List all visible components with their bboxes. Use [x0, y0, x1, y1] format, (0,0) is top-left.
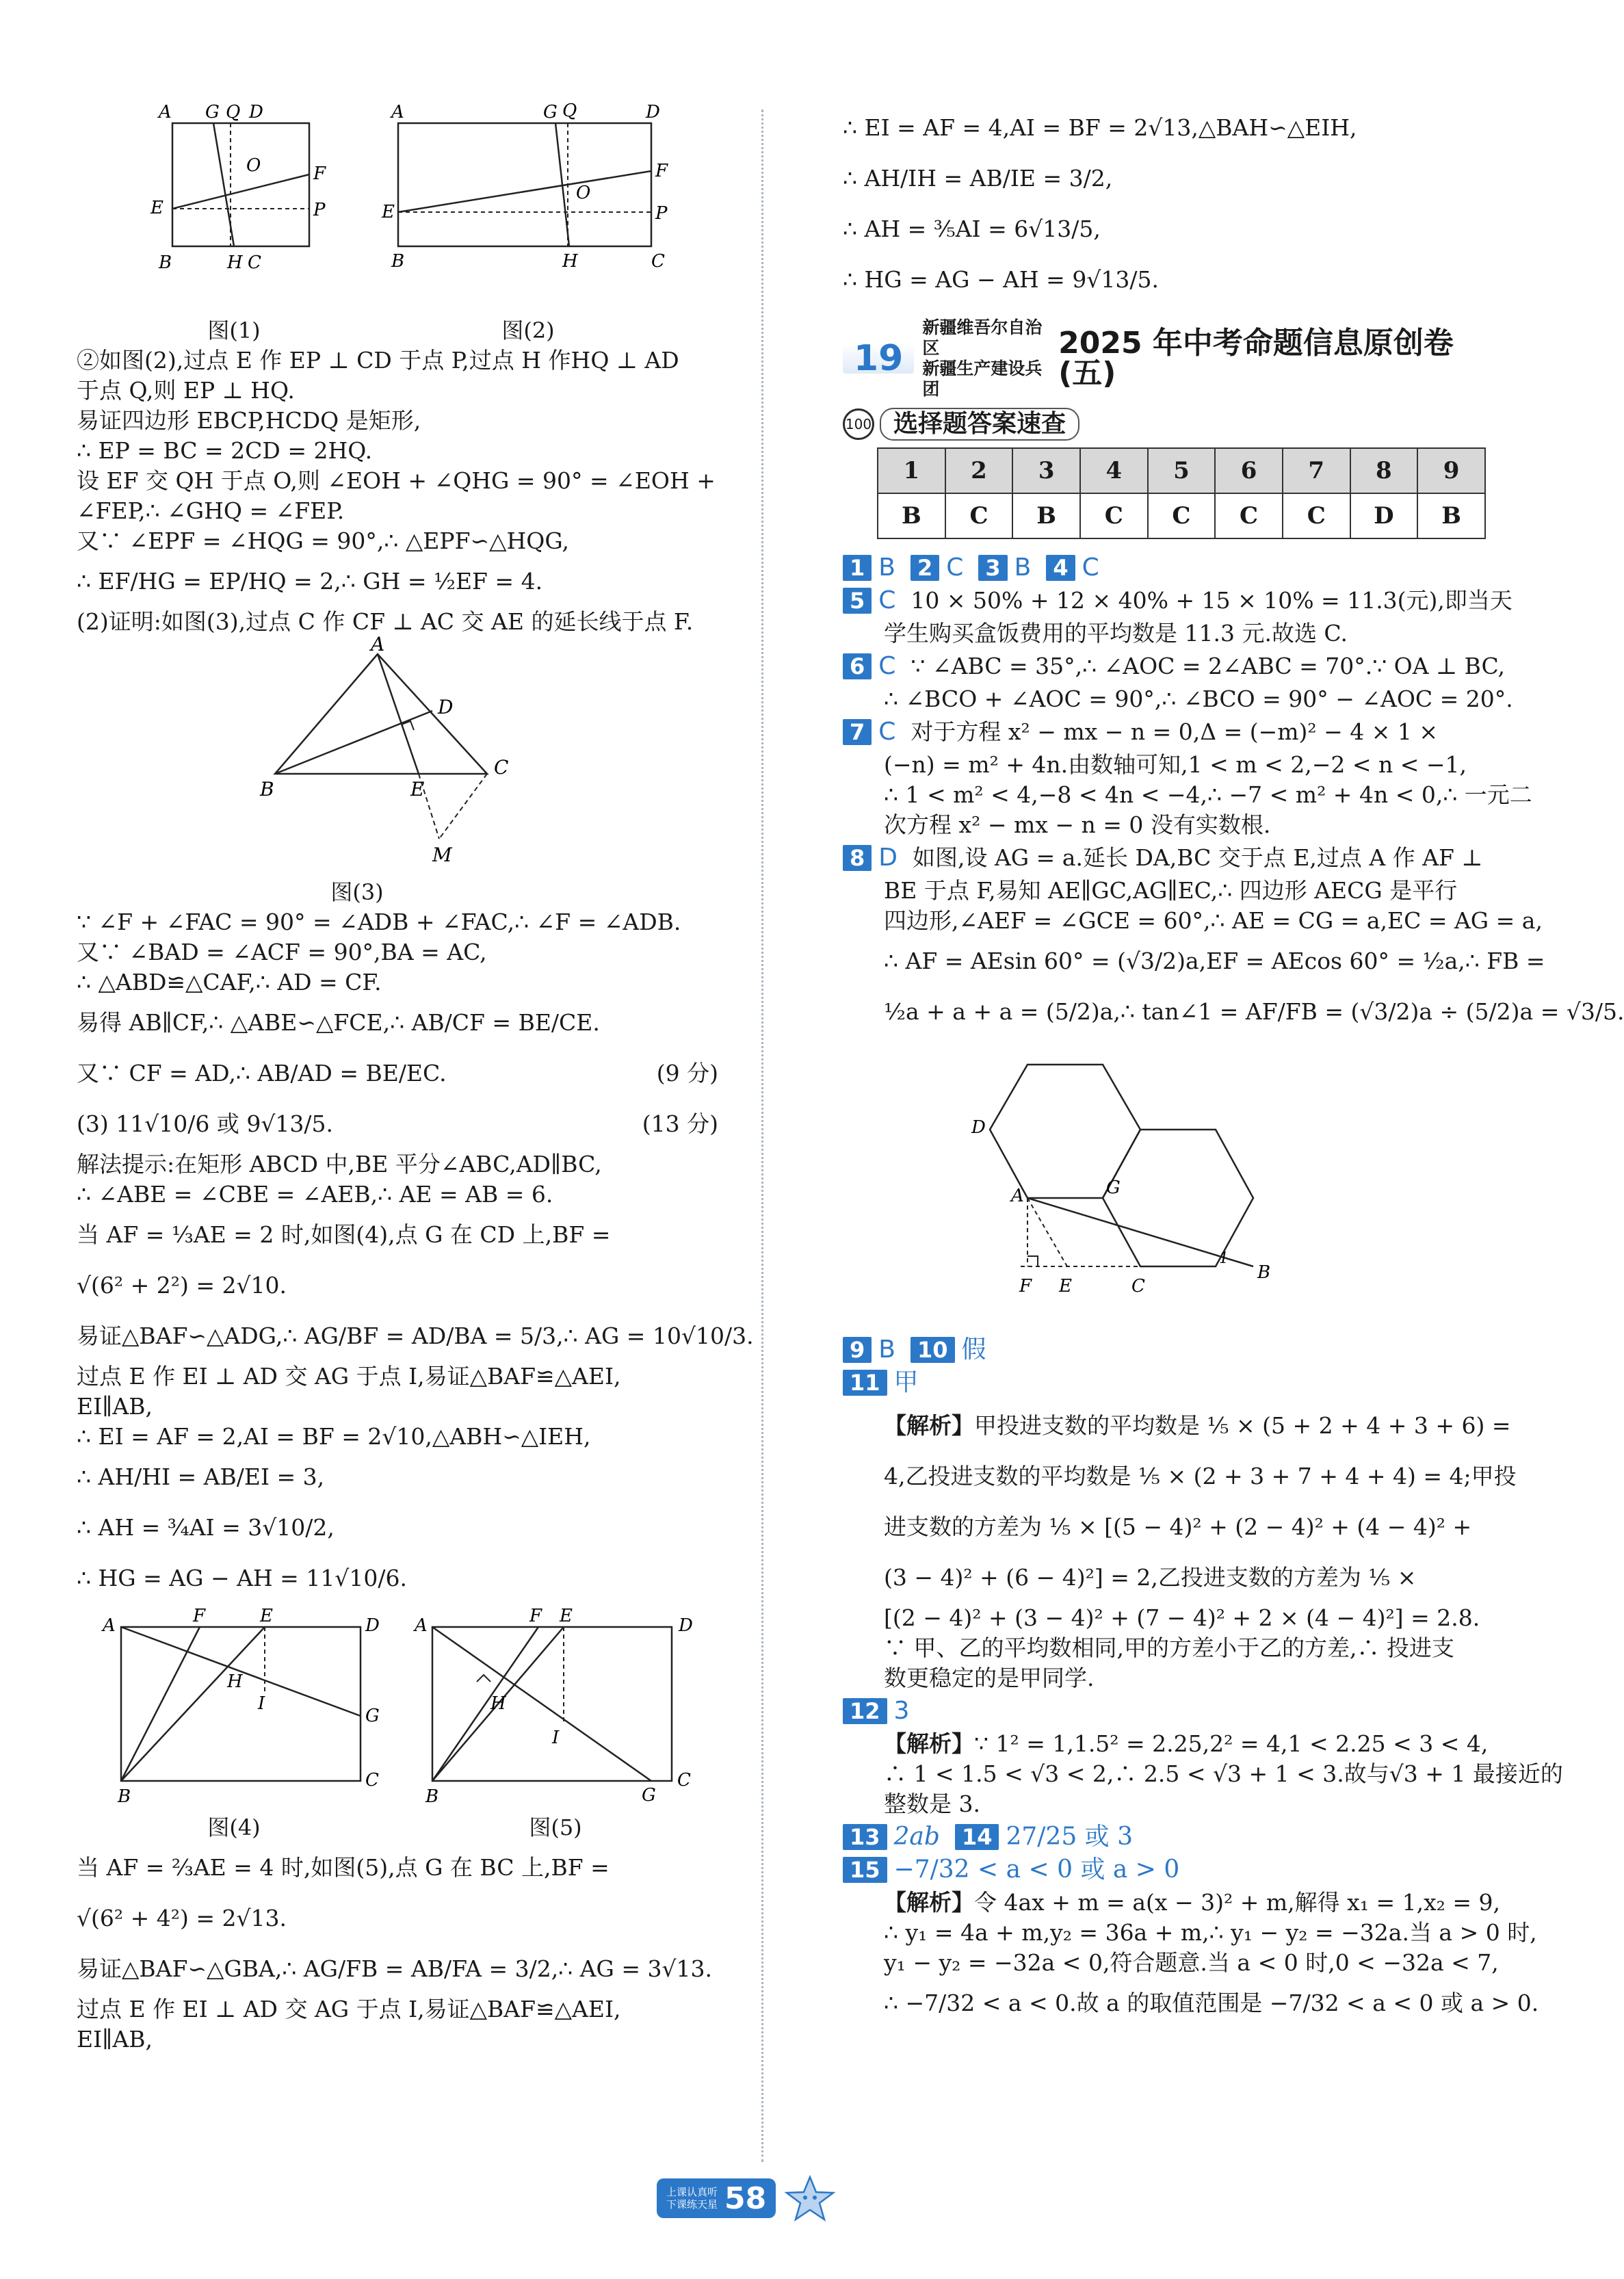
svg-text:C: C: [248, 252, 261, 273]
analysis-label: 【解析】: [884, 1889, 974, 1916]
solution-text: 进支数的方差为 ⅕ × [(5 − 4)² + (2 − 4)² + (4 − 4)² +: [884, 1513, 1472, 1540]
answer-text: 3: [893, 1697, 910, 1725]
solution-text: 对于方程 x² − mx − n = 0,Δ = (−m)² − 4 × 1 ×: [911, 718, 1439, 745]
answer-letter: B: [1014, 554, 1032, 582]
text-line: 于点 Q,则 EP ⊥ HQ.: [77, 377, 295, 404]
analysis-label: 【解析】: [884, 1730, 974, 1757]
math-line: √(6² + 4²) = 2√13.: [77, 1905, 287, 1931]
svg-text:H: H: [490, 1693, 506, 1714]
solution-text: ½a + a + a = (5/2)a,∴ tan∠1 = AF/FB = (√3/2)a ÷ (5/2)a = √3/5.: [884, 998, 1624, 1025]
analysis-line: [843, 1401, 1511, 1451]
figure-3: [254, 633, 726, 907]
svg-text:G: G: [1106, 1177, 1121, 1198]
question-number: 11: [843, 1370, 887, 1396]
left-column: [77, 101, 754, 2055]
svg-text:E: E: [1059, 1276, 1072, 1297]
text-line: ∵ ∠F + ∠FAC = 90° = ∠ADB + ∠FAC,∴ ∠F = ∠ADB.: [77, 909, 681, 935]
answer-letter: C: [878, 718, 896, 746]
svg-text:P: P: [313, 200, 326, 220]
solution-text: ∴ −7/32 < a < 0.故 a 的取值范围是 −7/32 < a < 0 或 a > 0.: [884, 1990, 1539, 2016]
solution-text: BE 于点 F,易知 AE∥GC,AG∥EC,∴ 四边形 AECG 是平行: [884, 877, 1458, 904]
solution-text: 次方程 x² − mx − n = 0 没有实数根.: [884, 811, 1271, 838]
exam-title: 2025 年中考命题信息原创卷(五): [1058, 326, 1454, 391]
svg-text:B: B: [1257, 1262, 1271, 1283]
svg-text:F: F: [529, 1606, 542, 1626]
solution-text: 4,乙投进支数的平均数是 ⅕ × (2 + 3 + 7 + 4 + 4) = 4;甲投: [884, 1463, 1517, 1489]
cf-line-text: 又∵ CF = AD,∴ AB/AD = BE/EC.: [77, 1060, 447, 1086]
text-line: ∴ EP = BC = 2CD = 2HQ.: [77, 437, 373, 464]
svg-text:Q: Q: [226, 102, 241, 122]
math-line: ∴ HG = AG − AH = 11√10/6.: [77, 1565, 407, 1591]
svg-text:G: G: [642, 1785, 656, 1806]
solution-text: 整数是 3.: [884, 1790, 980, 1817]
text-line: (2)证明:如图(3),过点 C 作 CF ⊥ AC 交 AE 的延长线于点 F.: [77, 608, 694, 635]
part3-answer: (3) 11√10/6 或 9√13/5.: [77, 1110, 333, 1137]
svg-text:I: I: [258, 1693, 265, 1714]
region-1: 新疆维吾尔自治区: [922, 317, 1043, 358]
region-2: 新疆生产建设兵团: [922, 359, 1043, 399]
svg-text:A: A: [415, 1615, 428, 1636]
text-line: ∠FEP,∴ ∠GHQ = ∠FEP.: [77, 497, 345, 524]
exam-regions: [922, 317, 1051, 400]
math-line: [77, 1048, 726, 1099]
svg-text:C: C: [651, 251, 665, 272]
svg-text:D: D: [646, 102, 660, 122]
figure-5: [405, 1606, 706, 1842]
table-cell: C: [1283, 493, 1350, 538]
answer-letter: B: [878, 554, 895, 582]
answer-letter: B: [878, 1336, 895, 1364]
answer-5: [843, 586, 1512, 616]
svg-text:D: D: [679, 1615, 693, 1636]
table-cell: B: [878, 493, 945, 538]
svg-text:G: G: [205, 102, 220, 122]
answer-letter: C: [878, 586, 896, 614]
math-line: ∴ AH/IH = AB/IE = 3/2,: [843, 165, 1113, 192]
text-line: ②如图(2),过点 E 作 EP ⊥ CD 于点 P,过点 H 作HQ ⊥ AD: [77, 347, 679, 374]
solution-text: ∴ ∠BCO + ∠AOC = 90°,∴ ∠BCO = 90° − ∠AOC = 20°.: [884, 686, 1513, 712]
table-cell: D: [1350, 493, 1418, 538]
svg-text:O: O: [246, 155, 261, 176]
text-line: 过点 E 作 EI ⊥ AD 交 AG 于点 I,易证△BAF≌△AEI,: [77, 1996, 621, 2022]
figure-3-caption: 图(3): [330, 879, 384, 905]
solution-text: ∵ 甲、乙的平均数相同,甲的方差小于乙的方差,∴ 投进支: [884, 1635, 1454, 1661]
svg-text:G: G: [543, 102, 558, 122]
answer-text: 甲: [893, 1368, 919, 1396]
svg-text:D: D: [438, 696, 454, 718]
table-cell: 5: [1148, 448, 1216, 493]
answer-letter: C: [1082, 554, 1099, 582]
svg-text:F: F: [193, 1606, 206, 1626]
figure-1: [145, 102, 326, 346]
exam-number: 19: [843, 343, 914, 374]
page-footer: [657, 2174, 903, 2222]
svg-text:H: H: [227, 252, 243, 273]
figures-4-5: [77, 1606, 726, 1842]
text-line: 易证四边形 EBCP,HCDQ 是矩形,: [77, 407, 421, 434]
table-cell: B: [1417, 493, 1485, 538]
math-line: √(6² + 2²) = 2√10.: [77, 1272, 287, 1299]
figure-2: [378, 103, 679, 346]
svg-text:H: H: [562, 251, 578, 272]
question-number: 12: [843, 1698, 887, 1724]
figures-1-2: [77, 103, 726, 346]
figure-4: [90, 1606, 378, 1842]
svg-text:F: F: [655, 161, 668, 181]
page-number-badge: [657, 2178, 776, 2218]
figure-2-caption: 图(2): [501, 317, 555, 343]
figure-1-caption: 图(1): [207, 317, 261, 343]
math-line: ∴ AH = ⅗AI = 6√13/5,: [843, 216, 1101, 242]
question-number: 15: [843, 1857, 887, 1883]
answer-13-14: [843, 1822, 1486, 1852]
answer-9-10: [843, 1335, 1486, 1365]
svg-text:D: D: [249, 102, 263, 122]
solution-text: ∴ 1 < m² < 4,−8 < 4n < −4,∴ −7 < m² + 4n < 0,∴ 一元二: [884, 781, 1532, 808]
svg-text:B: B: [260, 778, 274, 800]
math-line: ∴ AH/HI = AB/EI = 3,: [77, 1463, 325, 1490]
math-line: ∴ EF/HG = EP/HQ = 2,∴ GH = ½EF = 4.: [77, 568, 543, 595]
answer-letter: D: [878, 844, 898, 872]
analysis-label: 【解析】: [884, 1412, 974, 1439]
question-number: 3: [978, 555, 1007, 581]
svg-text:E: E: [410, 778, 425, 800]
page-number: 58: [724, 2180, 767, 2216]
answer-1-4: [843, 553, 1486, 583]
slogan-line-1: 上课认真听: [666, 2186, 718, 2198]
answer-text: 27/25 或 3: [1006, 1823, 1134, 1851]
svg-text:C: C: [365, 1770, 379, 1790]
question-number: 7: [843, 719, 872, 745]
answer-letter: C: [946, 554, 964, 582]
solution-text: (3 − 4)² + (6 − 4)²] = 2,乙投进支数的方差为 ⅕ ×: [884, 1564, 1417, 1591]
answer-text: 假: [961, 1336, 986, 1364]
quick-answer-heading: [843, 408, 1486, 441]
solution-text: ∴ 1 < 1.5 < √3 < 2,∴ 2.5 < √3 + 1 < 3.故与√3 + 1 最接近的: [884, 1760, 1563, 1787]
answer-table-head: [878, 448, 1485, 493]
text-line: 解法提示:在矩形 ABCD 中,BE 平分∠ABC,AD∥BC,: [77, 1151, 602, 1177]
hexagon-figure: [959, 1037, 1486, 1332]
svg-text:H: H: [227, 1671, 243, 1692]
svg-text:A: A: [391, 102, 404, 122]
svg-text:A: A: [371, 633, 385, 655]
question-number: 4: [1046, 555, 1075, 581]
question-number: 10: [911, 1337, 955, 1363]
svg-text:A: A: [159, 102, 172, 122]
svg-text:B: B: [118, 1786, 131, 1807]
table-cell: 2: [945, 448, 1013, 493]
answer-15: [843, 1855, 1486, 1885]
math-line: [77, 1099, 726, 1149]
math-line: ∴ HG = AG − AH = 9√13/5.: [843, 266, 1159, 293]
solution-text: ∵ 1² = 1,1.5² = 2.25,2² = 4,1 < 2.25 < 3 < 4,: [974, 1730, 1489, 1757]
svg-text:A: A: [103, 1615, 116, 1636]
text-line: ∴ △ABD≌△CAF,∴ AD = CF.: [77, 969, 382, 995]
math-line: ∴ AH = ¾AI = 3√10/2,: [77, 1514, 335, 1541]
text-line: 设 EF 交 QH 于点 O,则 ∠EOH + ∠QHG = 90° = ∠EOH +: [77, 467, 716, 494]
question-number: 8: [843, 845, 872, 871]
solution-text: 四边形,∠AEF = ∠GCE = 60°,∴ AE = CG = a,EC = AG = a,: [884, 907, 1543, 934]
answer-11: [843, 1368, 1486, 1398]
table-cell: C: [1215, 493, 1283, 538]
footer-slogan: [666, 2186, 718, 2211]
svg-text:F: F: [313, 164, 326, 184]
question-number: 1: [843, 555, 872, 581]
text-line: EI∥AB,: [77, 2026, 153, 2053]
svg-text:B: B: [425, 1786, 439, 1807]
table-cell: 1: [878, 448, 945, 493]
svg-text:P: P: [655, 203, 668, 224]
question-number: 14: [955, 1824, 999, 1850]
slogan-line-2: 下课练天星: [666, 2198, 718, 2211]
svg-text:E: E: [150, 198, 163, 218]
score-13: (13 分): [642, 1110, 718, 1137]
right-column: [843, 103, 1624, 2029]
target-icon: 100: [843, 408, 874, 440]
math-line: 易得 AB∥CF,∴ △ABE∽△FCE,∴ AB/CF = BE/CE.: [77, 1009, 600, 1036]
analysis-line: [843, 1888, 1501, 1918]
svg-text:A: A: [1011, 1186, 1024, 1206]
svg-text:C: C: [494, 756, 509, 779]
table-cell: C: [1148, 493, 1216, 538]
solution-text: [(2 − 4)² + (3 − 4)² + (7 − 4)² + 2 × (4 − 4)²] = 2.8.: [884, 1604, 1480, 1631]
analysis-line: [843, 1729, 1489, 1759]
figure-4-caption: 图(4): [207, 1814, 261, 1840]
svg-text:I: I: [552, 1728, 560, 1748]
answer-table-row: [878, 493, 1485, 538]
math-line: 易证△BAF∽△ADG,∴ AG/BF = AD/BA = 5/3,∴ AG = 10√10/3.: [77, 1323, 754, 1349]
solution-text: 令 4ax + m = a(x − 3)² + m,解得 x₁ = 1,x₂ = 9,: [974, 1889, 1501, 1916]
table-cell: 6: [1215, 448, 1283, 493]
answer-text: 2ab: [893, 1823, 940, 1851]
solution-text: ∴ y₁ = 4a + m,y₂ = 36a + m,∴ y₁ − y₂ = −32a.当 a > 0 时,: [884, 1919, 1537, 1946]
table-cell: B: [1012, 493, 1080, 538]
question-number: 5: [843, 588, 872, 614]
exam-banner: [843, 317, 1486, 400]
svg-text:C: C: [1131, 1276, 1145, 1297]
question-number: 9: [843, 1337, 872, 1363]
math-line: 当 AF = ⅓AE = 2 时,如图(4),点 G 在 CD 上,BF =: [77, 1221, 611, 1248]
text-line: EI∥AB,: [77, 1393, 153, 1420]
svg-text:G: G: [365, 1706, 380, 1726]
solution-text: ∴ AF = AEsin 60° = (√3/2)a,EF = AEcos 60° = ½a,∴ FB =: [884, 948, 1545, 974]
svg-text:D: D: [365, 1615, 380, 1636]
solution-text: 甲投进支数的平均数是 ⅕ × (5 + 2 + 4 + 3 + 6) =: [974, 1412, 1511, 1439]
svg-text:1: 1: [1219, 1250, 1229, 1267]
math-line: 当 AF = ⅔AE = 4 时,如图(5),点 G 在 BC 上,BF =: [77, 1854, 610, 1881]
answer-table: [877, 447, 1486, 539]
svg-text:E: E: [382, 202, 395, 222]
figure-5-caption: 图(5): [529, 1814, 582, 1840]
table-cell: C: [1080, 493, 1148, 538]
solution-text: 如图,设 AG = a.延长 DA,BC 交于点 E,过点 A 作 AF ⊥: [913, 844, 1483, 871]
solution-text: (−n) = m² + 4n.由数轴可知,1 < m < 2,−2 < n < −1,: [884, 751, 1467, 778]
table-cell: C: [945, 493, 1013, 538]
solution-text: y₁ − y₂ = −32a < 0,符合题意.当 a < 0 时,0 < −32a < 7,: [884, 1949, 1499, 1976]
score-9: (9 分): [656, 1060, 718, 1086]
svg-text:E: E: [260, 1606, 273, 1626]
answer-text: −7/32 < a < 0 或 a > 0: [893, 1855, 1180, 1884]
math-line: ∴ EI = AF = 4,AI = BF = 2√13,△BAH∽△EIH,: [843, 114, 1357, 141]
svg-text:C: C: [677, 1770, 691, 1790]
column-divider: [761, 109, 763, 2162]
svg-text:O: O: [576, 183, 591, 203]
svg-text:E: E: [560, 1606, 573, 1626]
answer-letter: C: [878, 652, 896, 680]
svg-text:D: D: [971, 1117, 986, 1138]
answer-12: [843, 1696, 1486, 1726]
question-number: 2: [911, 555, 939, 581]
text-line: ∴ EI = AF = 2,AI = BF = 2√10,△ABH∽△IEH,: [77, 1423, 591, 1450]
answer-7: [843, 717, 1486, 747]
solution-text: 学生购买盒饭费用的平均数是 11.3 元.故选 C.: [884, 620, 1348, 647]
svg-text:M: M: [432, 844, 452, 866]
text-line: 又∵ ∠EPF = ∠HQG = 90°,∴ △EPF∽△HQG,: [77, 528, 570, 554]
text-line: 过点 E 作 EI ⊥ AD 交 AG 于点 I,易证△BAF≌△AEI,: [77, 1363, 621, 1390]
text-line: 又∵ ∠BAD = ∠ACF = 90°,BA = AC,: [77, 939, 487, 965]
solution-text: 10 × 50% + 12 × 40% + 15 × 10% = 11.3(元),即当天: [911, 587, 1512, 614]
question-number: 6: [843, 653, 872, 679]
text-line: ∴ ∠ABE = ∠CBE = ∠AEB,∴ AE = AB = 6.: [77, 1181, 553, 1208]
quick-answer-title: 选择题答案速查: [880, 408, 1079, 441]
table-cell: 7: [1283, 448, 1350, 493]
question-number: 13: [843, 1824, 887, 1850]
star-mascot-icon: [783, 2174, 837, 2222]
answer-6: [843, 651, 1506, 681]
math-line: 易证△BAF∽△GBA,∴ AG/FB = AB/FA = 3/2,∴ AG = 3√13.: [77, 1955, 712, 1982]
table-cell: 3: [1012, 448, 1080, 493]
svg-text:Q: Q: [562, 101, 577, 121]
answer-8: [843, 843, 1486, 873]
solution-text: ∵ ∠ABC = 35°,∴ ∠AOC = 2∠ABC = 70°.∵ OA ⊥ BC,: [911, 653, 1506, 679]
svg-text:B: B: [159, 252, 172, 273]
table-cell: 8: [1350, 448, 1418, 493]
table-cell: 9: [1417, 448, 1485, 493]
svg-text:B: B: [391, 251, 405, 272]
svg-text:F: F: [1019, 1276, 1032, 1297]
solution-text: 数更稳定的是甲同学.: [884, 1665, 1095, 1691]
table-cell: 4: [1080, 448, 1148, 493]
